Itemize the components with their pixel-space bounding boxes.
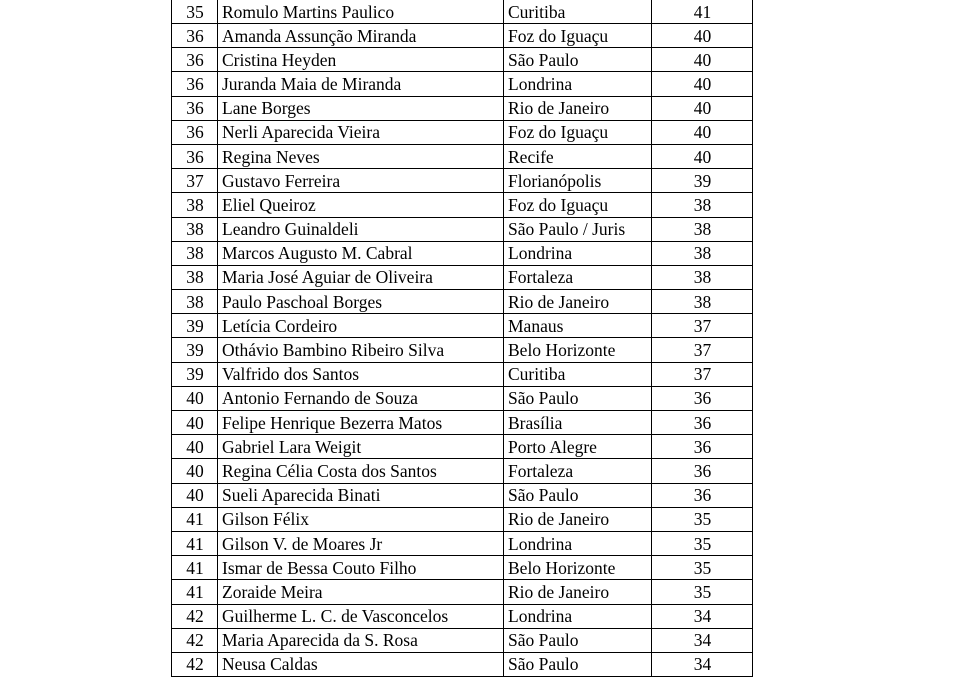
name-cell: Felipe Henrique Bezerra Matos: [218, 411, 504, 435]
score-cell: 34: [652, 652, 753, 676]
rank-cell: 36: [172, 72, 218, 96]
city-cell: Belo Horizonte: [504, 556, 652, 580]
name-cell: Gilson Félix: [218, 507, 504, 531]
rank-cell: 41: [172, 507, 218, 531]
rank-cell: 38: [172, 193, 218, 217]
score-cell: 40: [652, 120, 753, 144]
rank-cell: 41: [172, 556, 218, 580]
rank-cell: 42: [172, 628, 218, 652]
rank-cell: 36: [172, 48, 218, 72]
city-cell: Belo Horizonte: [504, 338, 652, 362]
rank-cell: 38: [172, 241, 218, 265]
name-cell: Valfrido dos Santos: [218, 362, 504, 386]
name-cell: Sueli Aparecida Binati: [218, 483, 504, 507]
score-cell: 34: [652, 604, 753, 628]
table-row: [172, 459, 753, 483]
score-cell: 40: [652, 24, 753, 48]
city-cell: Londrina: [504, 604, 652, 628]
city-cell: Brasília: [504, 411, 652, 435]
table-row: [172, 265, 753, 289]
name-cell: Lane Borges: [218, 96, 504, 120]
city-cell: Rio de Janeiro: [504, 96, 652, 120]
table-row: [172, 241, 753, 265]
name-cell: Leandro Guinaldeli: [218, 217, 504, 241]
city-cell: Londrina: [504, 531, 652, 555]
table-row: [172, 72, 753, 96]
rank-cell: 40: [172, 411, 218, 435]
city-cell: Foz do Iguaçu: [504, 24, 652, 48]
city-cell: Rio de Janeiro: [504, 290, 652, 314]
ranking-table-body: [172, 0, 753, 677]
score-cell: 38: [652, 265, 753, 289]
name-cell: Letícia Cordeiro: [218, 314, 504, 338]
rank-cell: 40: [172, 386, 218, 410]
rank-cell: 39: [172, 338, 218, 362]
rank-cell: 39: [172, 314, 218, 338]
table-row: [172, 531, 753, 555]
score-cell: 38: [652, 193, 753, 217]
city-cell: Londrina: [504, 72, 652, 96]
table-row: [172, 290, 753, 314]
ranking-table-container: [171, 0, 752, 677]
rank-cell: 36: [172, 120, 218, 144]
table-row: [172, 193, 753, 217]
name-cell: Gabriel Lara Weigit: [218, 435, 504, 459]
rank-cell: 38: [172, 265, 218, 289]
city-cell: Manaus: [504, 314, 652, 338]
city-cell: Florianópolis: [504, 169, 652, 193]
score-cell: 40: [652, 48, 753, 72]
name-cell: Gilson V. de Moares Jr: [218, 531, 504, 555]
city-cell: Curitiba: [504, 362, 652, 386]
score-cell: 40: [652, 144, 753, 168]
score-cell: 35: [652, 556, 753, 580]
table-row: [172, 483, 753, 507]
rank-cell: 38: [172, 290, 218, 314]
name-cell: Regina Neves: [218, 144, 504, 168]
rank-cell: 40: [172, 483, 218, 507]
score-cell: 39: [652, 169, 753, 193]
name-cell: Maria José Aguiar de Oliveira: [218, 265, 504, 289]
rank-cell: 36: [172, 144, 218, 168]
score-cell: 36: [652, 386, 753, 410]
city-cell: Recife: [504, 144, 652, 168]
city-cell: São Paulo: [504, 48, 652, 72]
rank-cell: 41: [172, 580, 218, 604]
city-cell: São Paulo / Juris: [504, 217, 652, 241]
table-row: [172, 338, 753, 362]
score-cell: 35: [652, 531, 753, 555]
name-cell: Juranda Maia de Miranda: [218, 72, 504, 96]
table-row: [172, 144, 753, 168]
table-row: [172, 411, 753, 435]
name-cell: Nerli Aparecida Vieira: [218, 120, 504, 144]
score-cell: 40: [652, 72, 753, 96]
city-cell: Foz do Iguaçu: [504, 120, 652, 144]
score-cell: 38: [652, 217, 753, 241]
name-cell: Maria Aparecida da S. Rosa: [218, 628, 504, 652]
rank-cell: 36: [172, 96, 218, 120]
table-row: [172, 314, 753, 338]
name-cell: Neusa Caldas: [218, 652, 504, 676]
table-row: [172, 386, 753, 410]
score-cell: 38: [652, 290, 753, 314]
rank-cell: 35: [172, 0, 218, 24]
city-cell: São Paulo: [504, 652, 652, 676]
score-cell: 38: [652, 241, 753, 265]
city-cell: Rio de Janeiro: [504, 580, 652, 604]
name-cell: Ismar de Bessa Couto Filho: [218, 556, 504, 580]
rank-cell: 40: [172, 435, 218, 459]
city-cell: São Paulo: [504, 386, 652, 410]
name-cell: Zoraide Meira: [218, 580, 504, 604]
table-row: [172, 48, 753, 72]
name-cell: Paulo Paschoal Borges: [218, 290, 504, 314]
score-cell: 34: [652, 628, 753, 652]
rank-cell: 40: [172, 459, 218, 483]
table-row: [172, 435, 753, 459]
rank-cell: 38: [172, 217, 218, 241]
table-row: [172, 628, 753, 652]
table-row: [172, 580, 753, 604]
city-cell: Porto Alegre: [504, 435, 652, 459]
name-cell: Cristina Heyden: [218, 48, 504, 72]
table-row: [172, 24, 753, 48]
name-cell: Marcos Augusto M. Cabral: [218, 241, 504, 265]
name-cell: Romulo Martins Paulico: [218, 0, 504, 24]
name-cell: Eliel Queiroz: [218, 193, 504, 217]
name-cell: Gustavo Ferreira: [218, 169, 504, 193]
score-cell: 41: [652, 0, 753, 24]
score-cell: 35: [652, 507, 753, 531]
city-cell: Fortaleza: [504, 265, 652, 289]
table-row: [172, 652, 753, 676]
name-cell: Othávio Bambino Ribeiro Silva: [218, 338, 504, 362]
city-cell: Londrina: [504, 241, 652, 265]
rank-cell: 42: [172, 604, 218, 628]
score-cell: 36: [652, 411, 753, 435]
city-cell: Curitiba: [504, 0, 652, 24]
score-cell: 36: [652, 483, 753, 507]
table-row: [172, 96, 753, 120]
rank-cell: 37: [172, 169, 218, 193]
rank-cell: 42: [172, 652, 218, 676]
rank-cell: 41: [172, 531, 218, 555]
name-cell: Regina Célia Costa dos Santos: [218, 459, 504, 483]
score-cell: 36: [652, 459, 753, 483]
score-cell: 37: [652, 338, 753, 362]
score-cell: 40: [652, 96, 753, 120]
score-cell: 37: [652, 314, 753, 338]
rank-cell: 39: [172, 362, 218, 386]
score-cell: 37: [652, 362, 753, 386]
city-cell: Foz do Iguaçu: [504, 193, 652, 217]
table-row: [172, 0, 753, 24]
name-cell: Guilherme L. C. de Vasconcelos: [218, 604, 504, 628]
name-cell: Antonio Fernando de Souza: [218, 386, 504, 410]
name-cell: Amanda Assunção Miranda: [218, 24, 504, 48]
city-cell: São Paulo: [504, 483, 652, 507]
score-cell: 35: [652, 580, 753, 604]
table-row: [172, 169, 753, 193]
ranking-table: [171, 0, 753, 677]
table-row: [172, 120, 753, 144]
table-row: [172, 507, 753, 531]
table-row: [172, 604, 753, 628]
table-row: [172, 556, 753, 580]
rank-cell: 36: [172, 24, 218, 48]
table-row: [172, 362, 753, 386]
score-cell: 36: [652, 435, 753, 459]
table-row: [172, 217, 753, 241]
city-cell: Rio de Janeiro: [504, 507, 652, 531]
city-cell: São Paulo: [504, 628, 652, 652]
city-cell: Fortaleza: [504, 459, 652, 483]
